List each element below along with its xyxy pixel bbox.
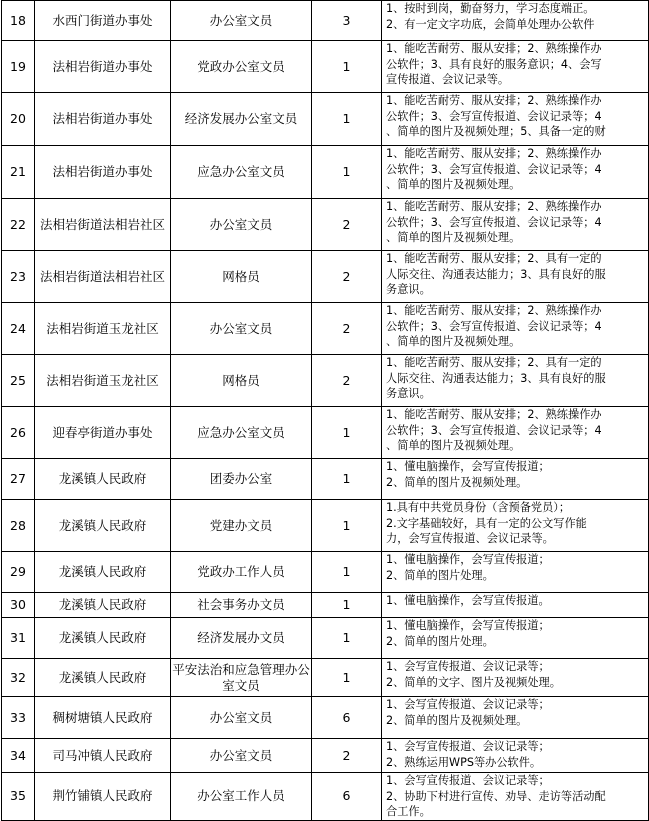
requirement-line: 人际交往、沟通表达能力；3、具有良好的服 <box>386 371 606 385</box>
requirement-line: 1、能吃苦耐劳、服从安排；2、熟练操作办 <box>386 42 602 55</box>
requirement-line: 务意识。 <box>386 387 431 400</box>
requirement-line: 2、简单的图片及视频处理。 <box>386 475 528 489</box>
requirement-line: 公软件；3、会写宣传报道、会议记录等；4 <box>386 109 602 123</box>
row-number: 31 <box>2 618 35 659</box>
employer-name: 龙溪镇人民政府 <box>35 659 171 697</box>
headcount: 6 <box>312 773 382 821</box>
employer-name: 法相岩街道办事处 <box>35 93 171 146</box>
headcount: 6 <box>312 697 382 739</box>
requirement-line: 1、能吃苦耐劳、服从安排；2、具有一定的 <box>386 252 602 265</box>
requirement-line: 务意识。 <box>386 283 431 296</box>
requirement-line: 合工作。 <box>386 805 431 818</box>
requirement-line: 、简单的图片及视频处理。 <box>386 335 521 348</box>
requirement-line: 公软件；3、会写宣传报道、会议记录等；4 <box>386 162 602 176</box>
table-row <box>2 739 649 773</box>
row-number: 30 <box>2 593 35 618</box>
row-number: 23 <box>2 251 35 303</box>
row-number: 25 <box>2 355 35 407</box>
headcount: 1 <box>312 41 382 93</box>
table-row <box>2 773 649 821</box>
requirement-line: 、简单的图片及视频处理。 <box>386 231 521 244</box>
headcount: 1 <box>312 500 382 552</box>
position-name: 党建办文员 <box>171 500 312 552</box>
requirement-line: 1、能吃苦耐劳、服从安排；2、熟练操作办 <box>386 200 602 213</box>
table-row <box>2 500 649 552</box>
requirement-line: 2、简单的图片处理。 <box>386 568 494 582</box>
requirement-line: 公软件；3、会写宣传报道、会议记录等；4 <box>386 319 602 333</box>
requirement-line: 1、能吃苦耐劳、服从安排；2、具有一定的 <box>386 356 602 369</box>
requirements <box>382 41 649 93</box>
headcount: 2 <box>312 199 382 251</box>
position-name: 应急办公室文员 <box>171 146 312 199</box>
table-row <box>2 303 649 355</box>
headcount: 3 <box>312 1 382 41</box>
requirements <box>382 303 649 355</box>
headcount: 1 <box>312 93 382 146</box>
table-row <box>2 355 649 407</box>
requirement-line: 公软件；3、会写宣传报道、会议记录等；4 <box>386 423 602 437</box>
requirements <box>382 251 649 303</box>
position-name: 党政办公室文员 <box>171 41 312 93</box>
headcount: 2 <box>312 355 382 407</box>
table-row <box>2 146 649 199</box>
row-number: 27 <box>2 459 35 500</box>
requirement-line: 1、会写宣传报道、会议记录等； <box>386 660 550 673</box>
requirement-line: 、简单的图片及视频处理。 <box>386 439 521 452</box>
requirement-line: 1.具有中共党员身份（含预备党员）； <box>386 501 571 514</box>
employer-name: 龙溪镇人民政府 <box>35 618 171 659</box>
employer-name: 荆竹铺镇人民政府 <box>35 773 171 821</box>
table-row <box>2 697 649 739</box>
position-name: 网格员 <box>171 251 312 303</box>
headcount: 1 <box>312 552 382 593</box>
requirement-line: 1、会写宣传报道、会议记录等； <box>386 698 550 711</box>
headcount: 2 <box>312 303 382 355</box>
position-name: 平安法治和应急管理办公室文员 <box>171 659 312 697</box>
employer-name: 龙溪镇人民政府 <box>35 552 171 593</box>
employer-name: 法相岩街道办事处 <box>35 41 171 93</box>
table-row <box>2 251 649 303</box>
headcount: 1 <box>312 146 382 199</box>
table-row <box>2 41 649 93</box>
row-number: 22 <box>2 199 35 251</box>
requirements <box>382 593 649 618</box>
position-name: 办公室文员 <box>171 1 312 41</box>
employer-name: 法相岩街道玉龙社区 <box>35 303 171 355</box>
requirement-line: 、简单的图片及视频处理；5、具备一定的财 <box>386 125 606 138</box>
requirement-line: 力，会写宣传报道、会议记录等。 <box>386 532 554 545</box>
employer-name: 司马冲镇人民政府 <box>35 739 171 773</box>
headcount: 1 <box>312 459 382 500</box>
requirement-line: 1、按时到岗，勤奋努力，学习态度端正。 <box>386 2 595 15</box>
employer-name: 法相岩街道法相岩社区 <box>35 251 171 303</box>
position-name: 办公室工作人员 <box>171 773 312 821</box>
requirements <box>382 618 649 659</box>
employer-name: 龙溪镇人民政府 <box>35 459 171 500</box>
table-row <box>2 618 649 659</box>
requirement-line: 人际交往、沟通表达能力；3、具有良好的服 <box>386 267 606 281</box>
position-name: 经济发展办文员 <box>171 618 312 659</box>
employer-name: 龙溪镇人民政府 <box>35 500 171 552</box>
requirements <box>382 146 649 199</box>
table-row <box>2 593 649 618</box>
requirement-line: 2、协助下村进行宣传、劝导、走访等活动配 <box>386 789 606 803</box>
requirement-line: 2.文字基础较好，具有一定的公文写作能 <box>386 516 587 530</box>
requirements <box>382 697 649 739</box>
requirement-line: 2、有一定文字功底，会简单处理办公软件 <box>386 17 595 31</box>
row-number: 28 <box>2 500 35 552</box>
requirement-line: 1、能吃苦耐劳、服从安排；2、熟练操作办 <box>386 304 602 317</box>
requirements <box>382 459 649 500</box>
requirement-line: 1、懂电脑操作，会写宣传报道； <box>386 460 550 473</box>
position-name: 网格员 <box>171 355 312 407</box>
employer-name: 法相岩街道办事处 <box>35 146 171 199</box>
position-name: 办公室文员 <box>171 199 312 251</box>
employer-name: 法相岩街道法相岩社区 <box>35 199 171 251</box>
requirement-line: 1、懂电脑操作，会写宣传报道； <box>386 553 550 566</box>
requirements <box>382 1 649 41</box>
requirement-line: 2、简单的图片及视频处理。 <box>386 713 528 727</box>
position-name: 办公室文员 <box>171 303 312 355</box>
headcount: 1 <box>312 618 382 659</box>
position-name: 办公室文员 <box>171 739 312 773</box>
table-row <box>2 1 649 41</box>
requirements <box>382 739 649 773</box>
headcount: 2 <box>312 251 382 303</box>
requirement-line: 2、熟练运用WPS等办公软件。 <box>386 755 542 769</box>
requirement-line: 、简单的图片及视频处理。 <box>386 178 521 191</box>
employer-name: 水西门街道办事处 <box>35 1 171 41</box>
row-number: 33 <box>2 697 35 739</box>
row-number: 20 <box>2 93 35 146</box>
job-table-body <box>2 1 649 821</box>
requirements <box>382 199 649 251</box>
table-row <box>2 659 649 697</box>
headcount: 2 <box>312 739 382 773</box>
headcount: 1 <box>312 659 382 697</box>
requirement-line: 宣传报道、会议记录等。 <box>386 73 510 86</box>
requirements <box>382 93 649 146</box>
row-number: 26 <box>2 407 35 459</box>
requirement-line: 2、简单的文字、图片及视频处理。 <box>386 675 561 689</box>
headcount: 1 <box>312 593 382 618</box>
requirement-line: 1、会写宣传报道、会议记录等； <box>386 740 550 753</box>
row-number: 18 <box>2 1 35 41</box>
requirements <box>382 773 649 821</box>
row-number: 32 <box>2 659 35 697</box>
row-number: 21 <box>2 146 35 199</box>
requirement-line: 1、会写宣传报道、会议记录等； <box>386 774 550 787</box>
table-row <box>2 407 649 459</box>
requirements <box>382 552 649 593</box>
table-row <box>2 459 649 500</box>
row-number: 29 <box>2 552 35 593</box>
requirement-line: 公软件；3、会写宣传报道、会议记录等；4 <box>386 215 602 229</box>
requirements <box>382 355 649 407</box>
employer-name: 稠树塘镇人民政府 <box>35 697 171 739</box>
position-name: 办公室文员 <box>171 697 312 739</box>
requirements <box>382 500 649 552</box>
position-name: 社会事务办文员 <box>171 593 312 618</box>
table-row <box>2 552 649 593</box>
table-row <box>2 199 649 251</box>
requirement-line: 2、简单的图片处理。 <box>386 634 494 648</box>
headcount: 1 <box>312 407 382 459</box>
row-number: 24 <box>2 303 35 355</box>
requirement-line: 1、懂电脑操作，会写宣传报道； <box>386 619 550 632</box>
requirement-line: 1、能吃苦耐劳、服从安排；2、熟练操作办 <box>386 147 602 160</box>
position-name: 应急办公室文员 <box>171 407 312 459</box>
requirement-line: 公软件；3、具有良好的服务意识；4、会写 <box>386 57 602 71</box>
requirement-line: 1、能吃苦耐劳、服从安排；2、熟练操作办 <box>386 94 602 107</box>
position-name: 党政办工作人员 <box>171 552 312 593</box>
row-number: 35 <box>2 773 35 821</box>
requirement-line: 1、能吃苦耐劳、服从安排；2、熟练操作办 <box>386 408 602 421</box>
row-number: 19 <box>2 41 35 93</box>
table-row <box>2 93 649 146</box>
position-name: 团委办公室 <box>171 459 312 500</box>
position-name: 经济发展办公室文员 <box>171 93 312 146</box>
employer-name: 法相岩街道玉龙社区 <box>35 355 171 407</box>
job-table <box>1 0 649 821</box>
requirements <box>382 659 649 697</box>
requirements <box>382 407 649 459</box>
row-number: 34 <box>2 739 35 773</box>
requirement-line: 1、懂电脑操作，会写宣传报道。 <box>386 594 550 607</box>
employer-name: 龙溪镇人民政府 <box>35 593 171 618</box>
employer-name: 迎春亭街道办事处 <box>35 407 171 459</box>
